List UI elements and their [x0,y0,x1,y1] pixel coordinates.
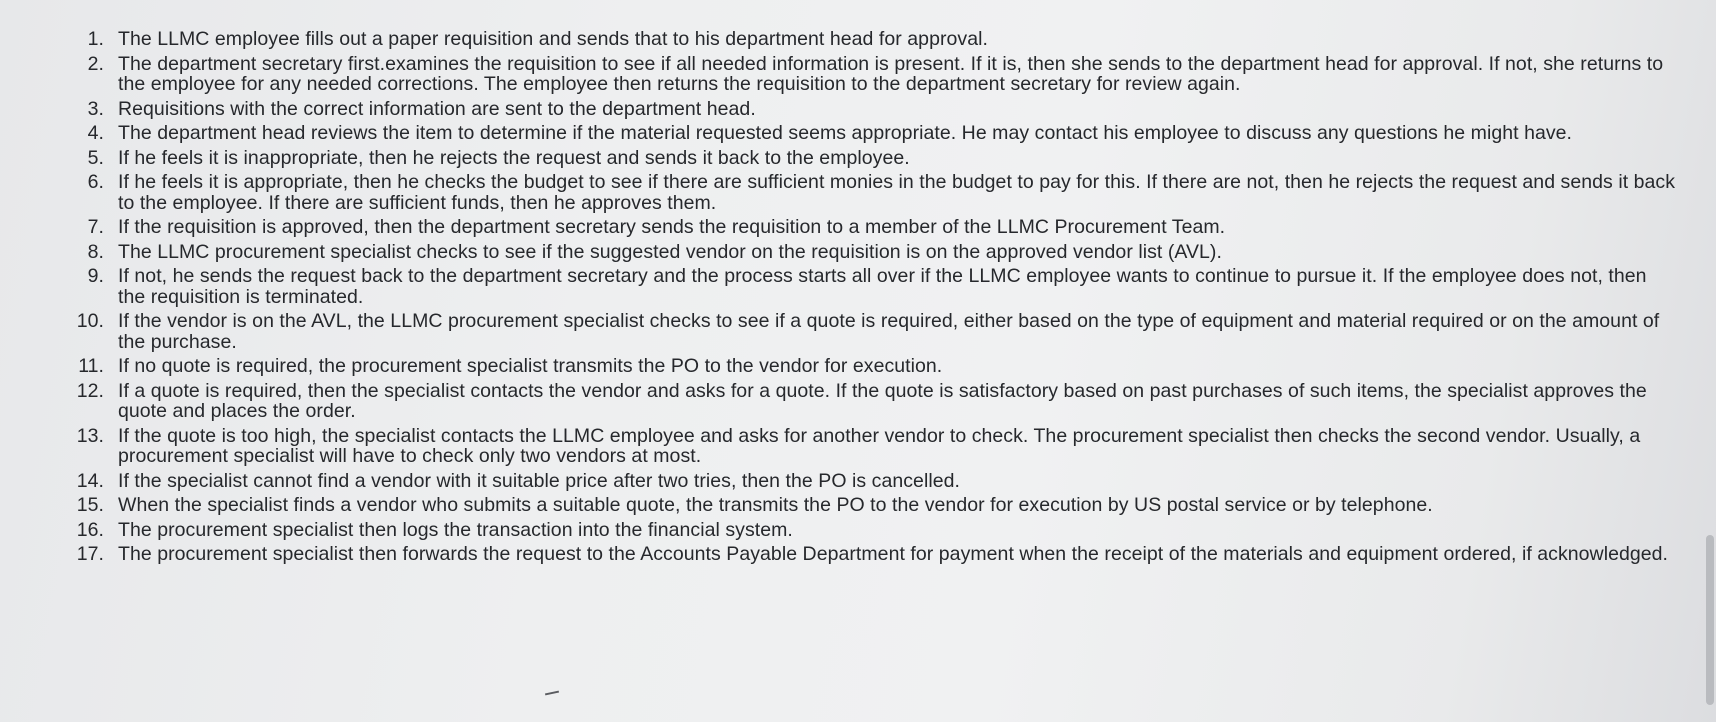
step-text: The LLMC procurement specialist checks to see if the suggested vendor on the requisition is on the approved vendor list (AVL). [118,240,1222,263]
step-number: 2. [87,52,104,75]
step-number: 11. [78,355,104,377]
list-item [0,148,1716,169]
list-item [0,54,1716,95]
list-item [0,426,1716,467]
step-number: 8. [87,240,104,263]
list-item [0,544,1716,565]
step-text: If no quote is required, the procurement specialist transmits the PO to the vendor for execution. [118,355,943,377]
scrollbar-thumb[interactable] [1706,535,1714,705]
step-number: 12. [76,379,104,402]
procedure-steps-list [0,29,1716,569]
step-text: If the quote is too high, the specialist contacts the LLMC employee and asks for another vendor to check. The procurement specialist then checks the second vendor. Usually, a procurement specialist will have to check only two vendors at most. [118,424,1641,467]
step-number: 13. [76,424,104,447]
step-text: If he feels it is appropriate, then he checks the budget to see if there are sufficient monies in the budget to pay for this. If there are not, then he rejects the request and sends it back to the employee. If there are sufficient funds, then he approves them. [118,171,1676,214]
list-item [0,217,1716,238]
step-text: The procurement specialist then forwards the request to the Accounts Payable Department for payment when the receipt of the materials and equipment ordered, if acknowledged. [118,543,1669,565]
list-item [0,381,1716,422]
list-item [0,471,1716,492]
step-text: The LLMC employee fills out a paper requisition and sends that to his department head for approval. [118,28,988,50]
list-item [0,311,1716,352]
step-number: 17. [76,543,104,565]
list-item [0,266,1716,307]
step-number: 9. [87,265,104,287]
step-text: The department secretary first.examines the requisition to see if all needed information is present. If it is, then she sends to the department head for approval. If not, she returns to the employee for any needed corrections. The employee then returns the requisition to the department secretary for review again. [118,52,1664,95]
list-item [0,123,1716,144]
step-number: 5. [87,146,104,169]
step-number: 6. [87,171,104,193]
step-number: 3. [87,97,104,120]
list-item [0,242,1716,263]
step-number: 15. [76,494,104,516]
step-text: When the specialist finds a vendor who submits a suitable quote, the transmits the PO to the vendor for execution by US postal service or by telephone. [118,494,1433,516]
list-item [0,520,1716,541]
list-item [0,495,1716,516]
list-item [0,99,1716,120]
stray-pen-mark [545,691,559,696]
step-text: Requisitions with the correct information are sent to the department head. [118,97,756,120]
step-number: 1. [87,28,104,50]
list-item [0,356,1716,377]
step-number: 4. [87,122,104,144]
step-number: 14. [76,469,104,492]
list-item [0,29,1716,50]
step-number: 16. [76,518,104,541]
list-item [0,172,1716,213]
step-text: If the specialist cannot find a vendor with it suitable price after two tries, then the PO is cancelled. [118,469,960,492]
step-text: If the vendor is on the AVL, the LLMC procurement specialist checks to see if a quote is required, either based on the type of equipment and material required or on the amount of the purchase. [118,310,1660,353]
step-number: 7. [87,216,104,238]
step-number: 10. [76,310,104,332]
step-text: If a quote is required, then the specialist contacts the vendor and asks for a quote. If the quote is satisfactory based on past purchases of such items, the specialist approves the quote and places the order. [118,379,1647,422]
step-text: The procurement specialist then logs the transaction into the financial system. [118,518,793,541]
step-text: If the requisition is approved, then the department secretary sends the requisition to a member of the LLMC Procurement Team. [118,216,1226,238]
step-text: If not, he sends the request back to the department secretary and the process starts all over if the LLMC employee wants to continue to pursue it. If the employee does not, then the requisition is terminated. [118,265,1647,308]
step-text: If he feels it is inappropriate, then he rejects the request and sends it back to the employee. [118,146,910,169]
step-text: The department head reviews the item to determine if the material requested seems appropriate. He may contact his employee to discuss any questions he might have. [118,122,1573,144]
